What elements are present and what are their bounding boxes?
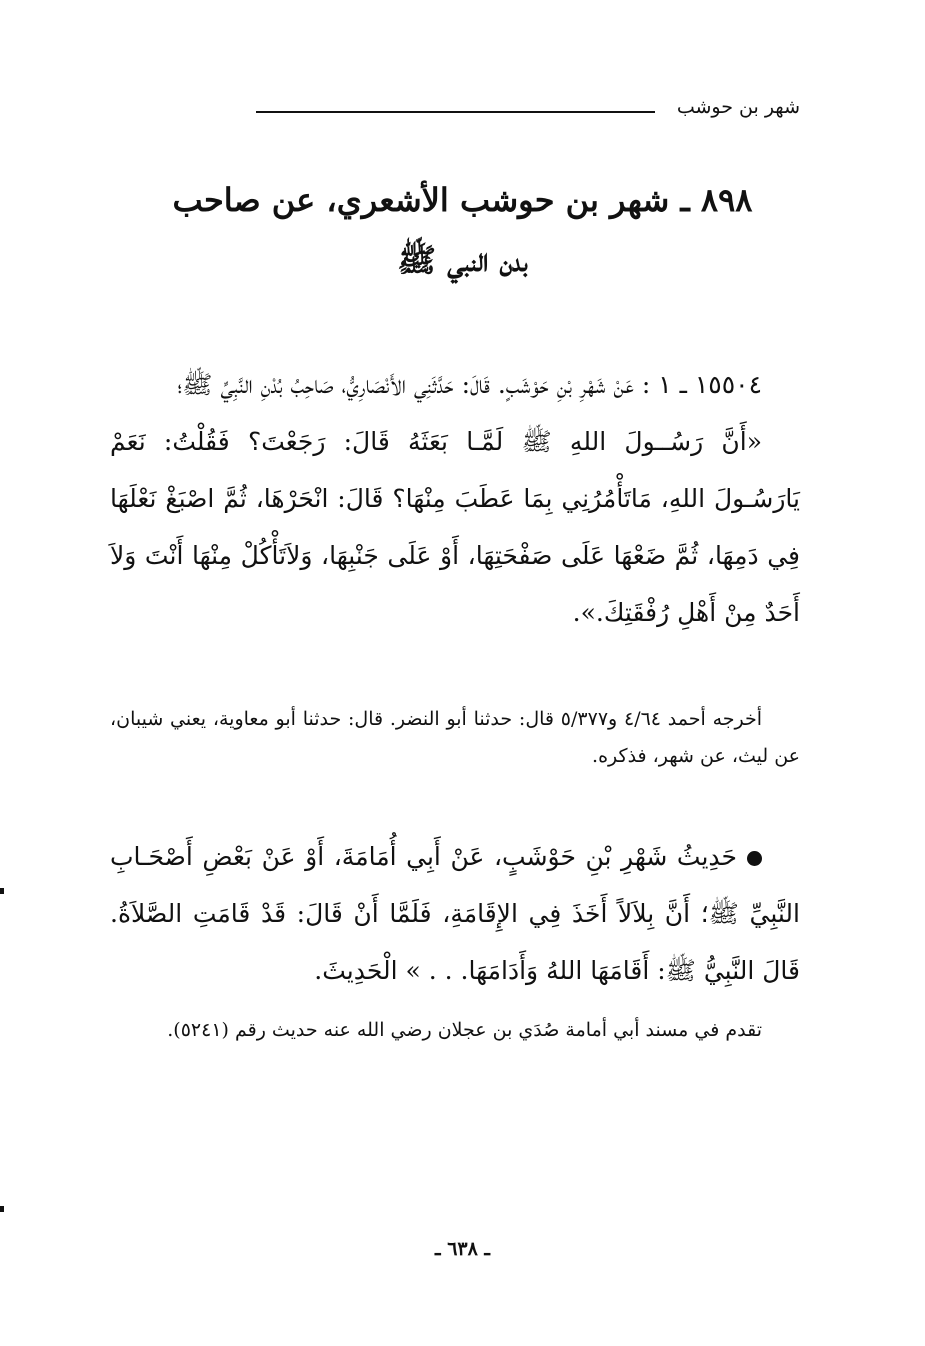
hadith-2-text: حَدِيثُ شَهْرِ بْنِ حَوْشَبٍ، عَنْ أَبِي أُمَامَةَ، أَوْ عَنْ بَعْضِ أَصْحَـابِ النَّبِيِّ ﷺ؛ أَنَّ بِلاَلاً أَخَذَ فِي الإِقَامَةِ، فَلَمَّا أَنْ قَالَ: قَدْ قَامَتِ الصَّلاَةُ. قَالَ النَّبِيُّ ﷺ: أَقَامَهَا اللهُ وَأَدَامَهَا. . . » الْحَدِيثَ.: [110, 842, 800, 985]
page-number: ـ ٦٣٨ ـ: [435, 1238, 490, 1260]
hadith-1-isnad: ١٥٥٠٤ ـ ١ : عَنْ شَهْرِ بْنِ حَوْشَبٍ. قَالَ: حَدَّثَنِي الأَنْصَارِيُّ، صَاحِبُ بُدْنِ النَّبِيِّ ﷺ؛: [177, 370, 762, 399]
header-rule: [256, 111, 655, 113]
takhrij-note-2: [110, 1012, 800, 1049]
takhrij-note-1-text: أخرجه أحمد ٤/٦٤ و٥/٣٧٧ قال: حدثنا أبو النضر. قال: حدثنا أبو معاوية، يعني شيبان، عن ليث، عن شهر، فذكره.: [110, 708, 800, 767]
bullet-dot-icon: [747, 851, 762, 866]
hadith-2: [110, 828, 800, 999]
chapter-title-line-2: بدن النبي ﷺ: [397, 241, 528, 279]
margin-mark: [0, 1206, 4, 1212]
hadith-2-paragraph: [110, 828, 800, 999]
margin-mark: [0, 888, 4, 894]
takhrij-note-1: [110, 701, 800, 775]
chapter-title: [150, 170, 775, 290]
chapter-title-line-1: ٨٩٨ ـ شهر بن حوشب الأشعري، عن صاحب: [172, 181, 753, 219]
running-title: شهر بن حوشب: [676, 96, 800, 118]
takhrij-note-2-text: تقدم في مسند أبي أمامة صُدَي بن عجلان رضي الله عنه حديث رقم (٥٢٤١).: [167, 1019, 762, 1041]
hadith-1: [110, 356, 800, 641]
hadith-1-matn: «أَنَّ رَسُــولَ اللهِ ﷺ لَمَّـا بَعَثَهُ قَالَ: رَجَعْتَ؟ فَقُلْتُ: نَعَمْ يَارَسُـولَ اللهِ، مَاتَأْمُرُنِي بِمَا عَطَبَ مِنْهَا؟ قَالَ: انْحَرْهَا، ثُمَّ اصْبَغْ نَعْلَهَا فِي دَمِهَا، ثُمَّ ضَعْهَا عَلَى صَفْحَتِهَا، أَوْ عَلَى جَنْبِهَا، وَلاَتَأْكُلْ مِنْهَا أَنْتَ وَلاَ أَحَدٌ مِنْ أَهْلِ رُفْقَتِكَ.».: [110, 427, 800, 627]
running-header: [110, 92, 800, 122]
